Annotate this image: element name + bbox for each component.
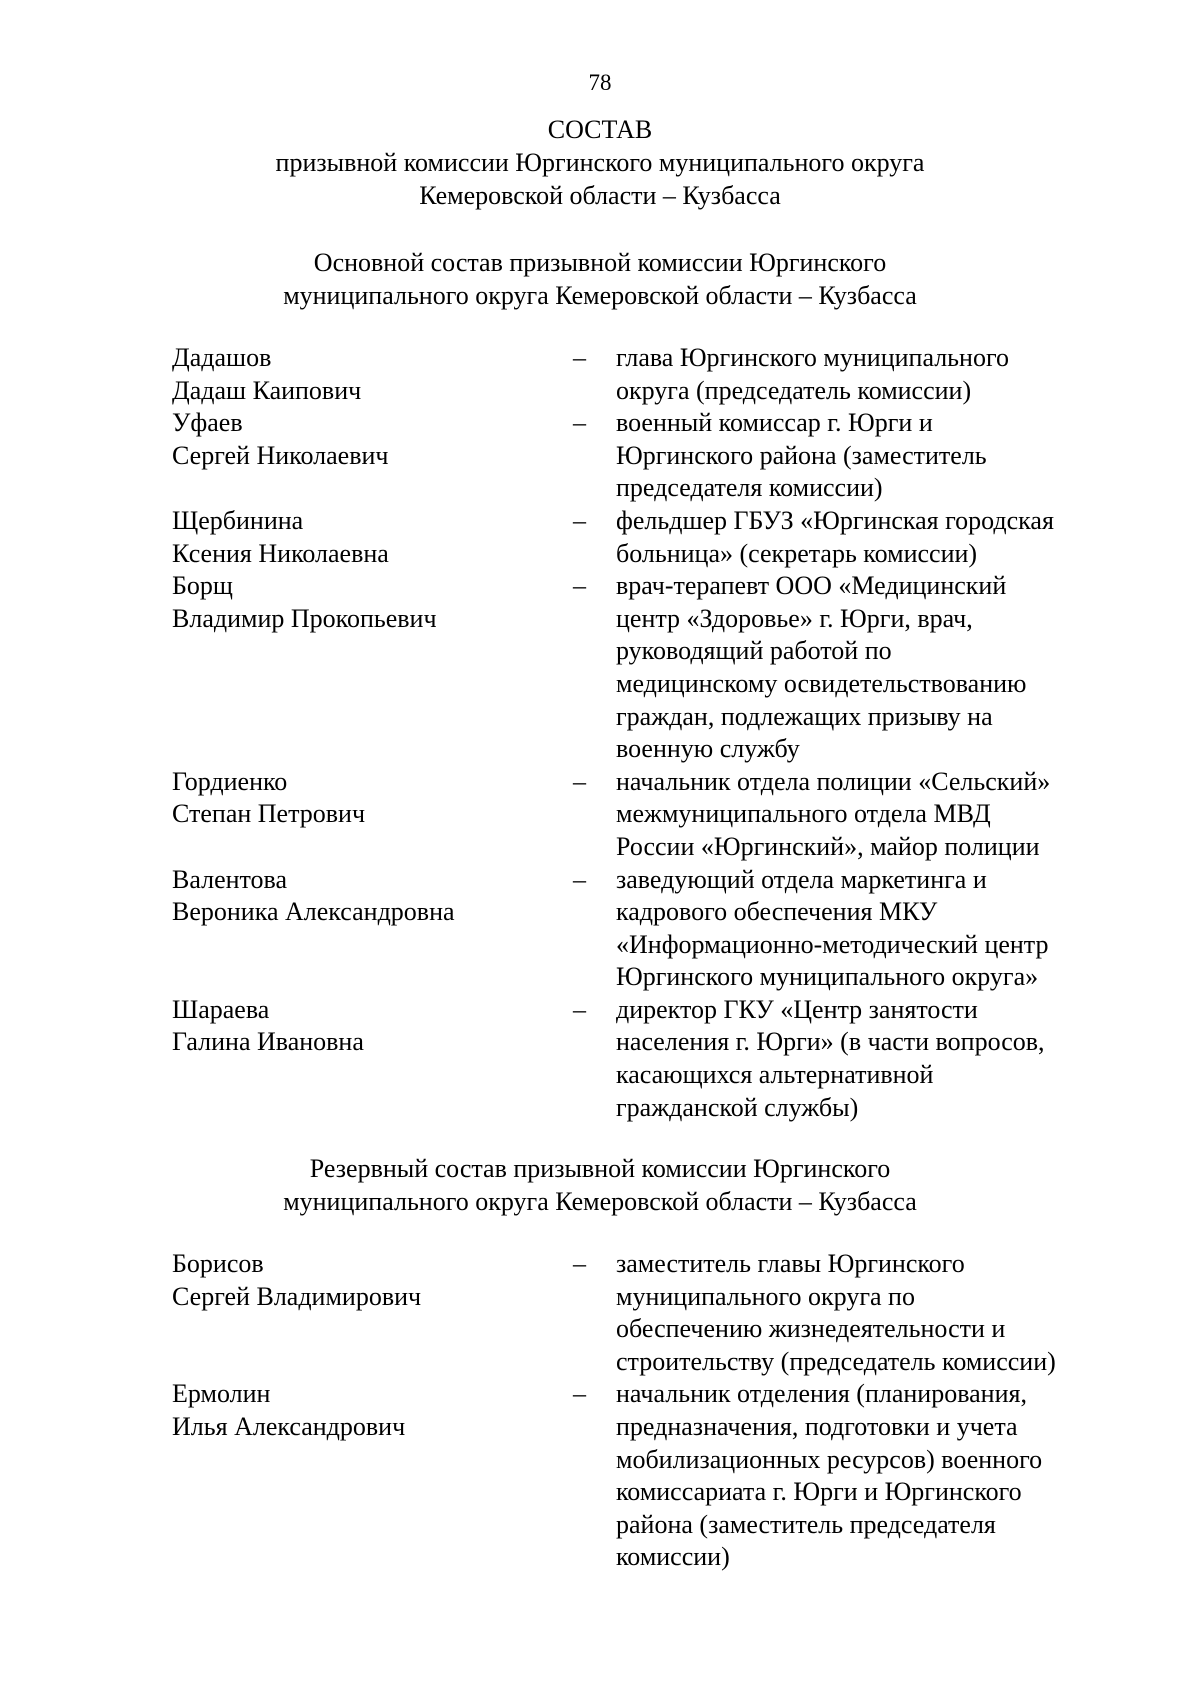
member-given-names: Владимир Прокопьевич <box>172 603 437 633</box>
member-role-line: района (заместитель председателя <box>616 1509 996 1539</box>
member-role-line: руководящий работой по <box>616 636 892 666</box>
member-surname: Ермолин <box>172 1379 271 1409</box>
member-surname: Дадашов <box>172 343 272 372</box>
reserve-section-heading <box>0 1152 1200 1218</box>
member-role-line: заведующий отдела маркетинга и <box>616 864 987 894</box>
member-role-line: кадрового обеспечения МКУ <box>616 897 938 927</box>
member-role-line: центр «Здоровье» г. Юрги, врач, <box>616 603 973 633</box>
member-dash: – <box>573 1249 586 1278</box>
main-section-heading <box>0 246 1200 312</box>
member-role-line: мобилизационных ресурсов) военного <box>616 1444 1043 1474</box>
member-name <box>172 570 552 635</box>
title-line-3: Кемеровской области – Кузбасса <box>419 181 781 210</box>
member-role-line: комиссариата г. Юрги и Юргинского <box>616 1477 1022 1507</box>
member-name <box>172 1248 552 1313</box>
member-name <box>172 1378 552 1443</box>
member-name <box>172 505 552 570</box>
member-name <box>172 342 552 407</box>
member-role-line: глава Юргинского муниципального <box>616 343 1009 372</box>
member-role-line: России «Юргинский», майор полиции <box>616 831 1040 861</box>
member-role <box>616 407 1131 505</box>
member-surname: Валентова <box>172 864 288 894</box>
member-given-names: Сергей Николаевич <box>172 440 389 470</box>
member-given-names: Вероника Александровна <box>172 897 455 927</box>
member-role-line: «Информационно-методический центр <box>616 929 1049 959</box>
member-dash: – <box>573 994 586 1024</box>
member-role-line: директор ГКУ «Центр занятости <box>616 994 978 1024</box>
member-role <box>616 994 1131 1124</box>
member-dash: – <box>573 505 586 535</box>
member-given-names: Степан Петрович <box>172 799 366 829</box>
member-name <box>172 994 552 1059</box>
page-number: 78 <box>588 70 612 95</box>
member-role-line: округа (председатель комиссии) <box>616 375 972 405</box>
member-role-line: касающихся альтернативной <box>616 1060 934 1090</box>
member-dash: – <box>573 408 586 438</box>
member-role <box>616 864 1131 994</box>
main-members-list <box>0 342 1200 1124</box>
member-given-names: Дадаш Каипович <box>172 375 362 405</box>
member-dash: – <box>573 343 586 372</box>
member-entry <box>0 1248 1200 1378</box>
member-name <box>172 766 552 831</box>
member-role-line: начальник отделения (планирования, <box>616 1379 1027 1409</box>
member-given-names: Ксения Николаевна <box>172 538 389 568</box>
member-role-line: Юргинского района (заместитель <box>616 440 987 470</box>
member-role-line: муниципального округа по <box>616 1281 915 1311</box>
member-entry <box>0 570 1200 766</box>
member-role-line: фельдшер ГБУЗ «Юргинская городская <box>616 505 1054 535</box>
member-entry <box>0 342 1200 407</box>
member-role-line: комиссии) <box>616 1542 730 1572</box>
member-dash: – <box>573 766 586 796</box>
member-given-names: Сергей Владимирович <box>172 1281 422 1311</box>
member-role <box>616 766 1131 864</box>
member-role-line: межмуниципального отдела МВД <box>616 799 991 829</box>
main-heading-line-1: Основной состав призывной комиссии Юргинского <box>313 248 887 277</box>
member-surname: Уфаев <box>172 408 243 438</box>
member-role <box>616 1248 1131 1378</box>
member-role-line: военный комиссар г. Юрги и <box>616 408 933 438</box>
member-entry <box>0 505 1200 570</box>
member-role-line: населения г. Юрги» (в части вопросов, <box>616 1027 1045 1057</box>
member-name <box>172 407 552 472</box>
member-surname: Борщ <box>172 571 233 601</box>
member-role-line: начальник отдела полиции «Сельский» <box>616 766 1051 796</box>
member-role-line: медицинскому освидетельствованию <box>616 668 1027 698</box>
main-heading-line-2: муниципального округа Кемеровской области – Кузбасса <box>283 281 917 310</box>
member-role <box>616 342 1131 407</box>
member-role <box>616 505 1131 570</box>
reserve-heading-line-1: Резервный состав призывной комиссии Юргинского <box>309 1154 891 1183</box>
member-entry <box>0 766 1200 864</box>
member-surname: Борисов <box>172 1249 264 1278</box>
member-role-line: обеспечению жизнедеятельности и <box>616 1314 1006 1344</box>
member-role-line: граждан, подлежащих призыву на <box>616 701 993 731</box>
title-line-2: призывной комиссии Юргинского муниципального округа <box>275 148 925 177</box>
member-given-names: Галина Ивановна <box>172 1027 364 1057</box>
member-role-line: больница» (секретарь комиссии) <box>616 538 978 568</box>
member-entry <box>0 864 1200 994</box>
member-role-line: Юргинского муниципального округа» <box>616 962 1039 992</box>
reserve-heading-line-2: муниципального округа Кемеровской области – Кузбасса <box>283 1187 917 1216</box>
member-role-line: предназначения, подготовки и учета <box>616 1411 1018 1441</box>
member-role <box>616 570 1131 766</box>
member-name <box>172 864 552 929</box>
member-role-line: председателя комиссии) <box>616 473 883 503</box>
document-title <box>0 113 1200 212</box>
reserve-members-list <box>0 1248 1200 1574</box>
member-surname: Щербинина <box>172 505 304 535</box>
member-entry <box>0 1378 1200 1574</box>
member-dash: – <box>573 1379 586 1409</box>
member-role <box>616 1378 1131 1574</box>
member-role-line: военную службу <box>616 734 800 764</box>
member-entry <box>0 407 1200 505</box>
member-role-line: врач-терапевт ООО «Медицинский <box>616 571 1007 601</box>
title-line-1: СОСТАВ <box>547 115 653 144</box>
member-dash: – <box>573 571 586 601</box>
member-role-line: строительству (председатель комиссии) <box>616 1346 1056 1376</box>
member-surname: Гордиенко <box>172 766 288 796</box>
member-given-names: Илья Александрович <box>172 1411 406 1441</box>
member-entry <box>0 994 1200 1124</box>
member-role-line: заместитель главы Юргинского <box>616 1249 965 1278</box>
member-role-line: гражданской службы) <box>616 1092 859 1122</box>
member-surname: Шараева <box>172 994 270 1024</box>
member-dash: – <box>573 864 586 894</box>
